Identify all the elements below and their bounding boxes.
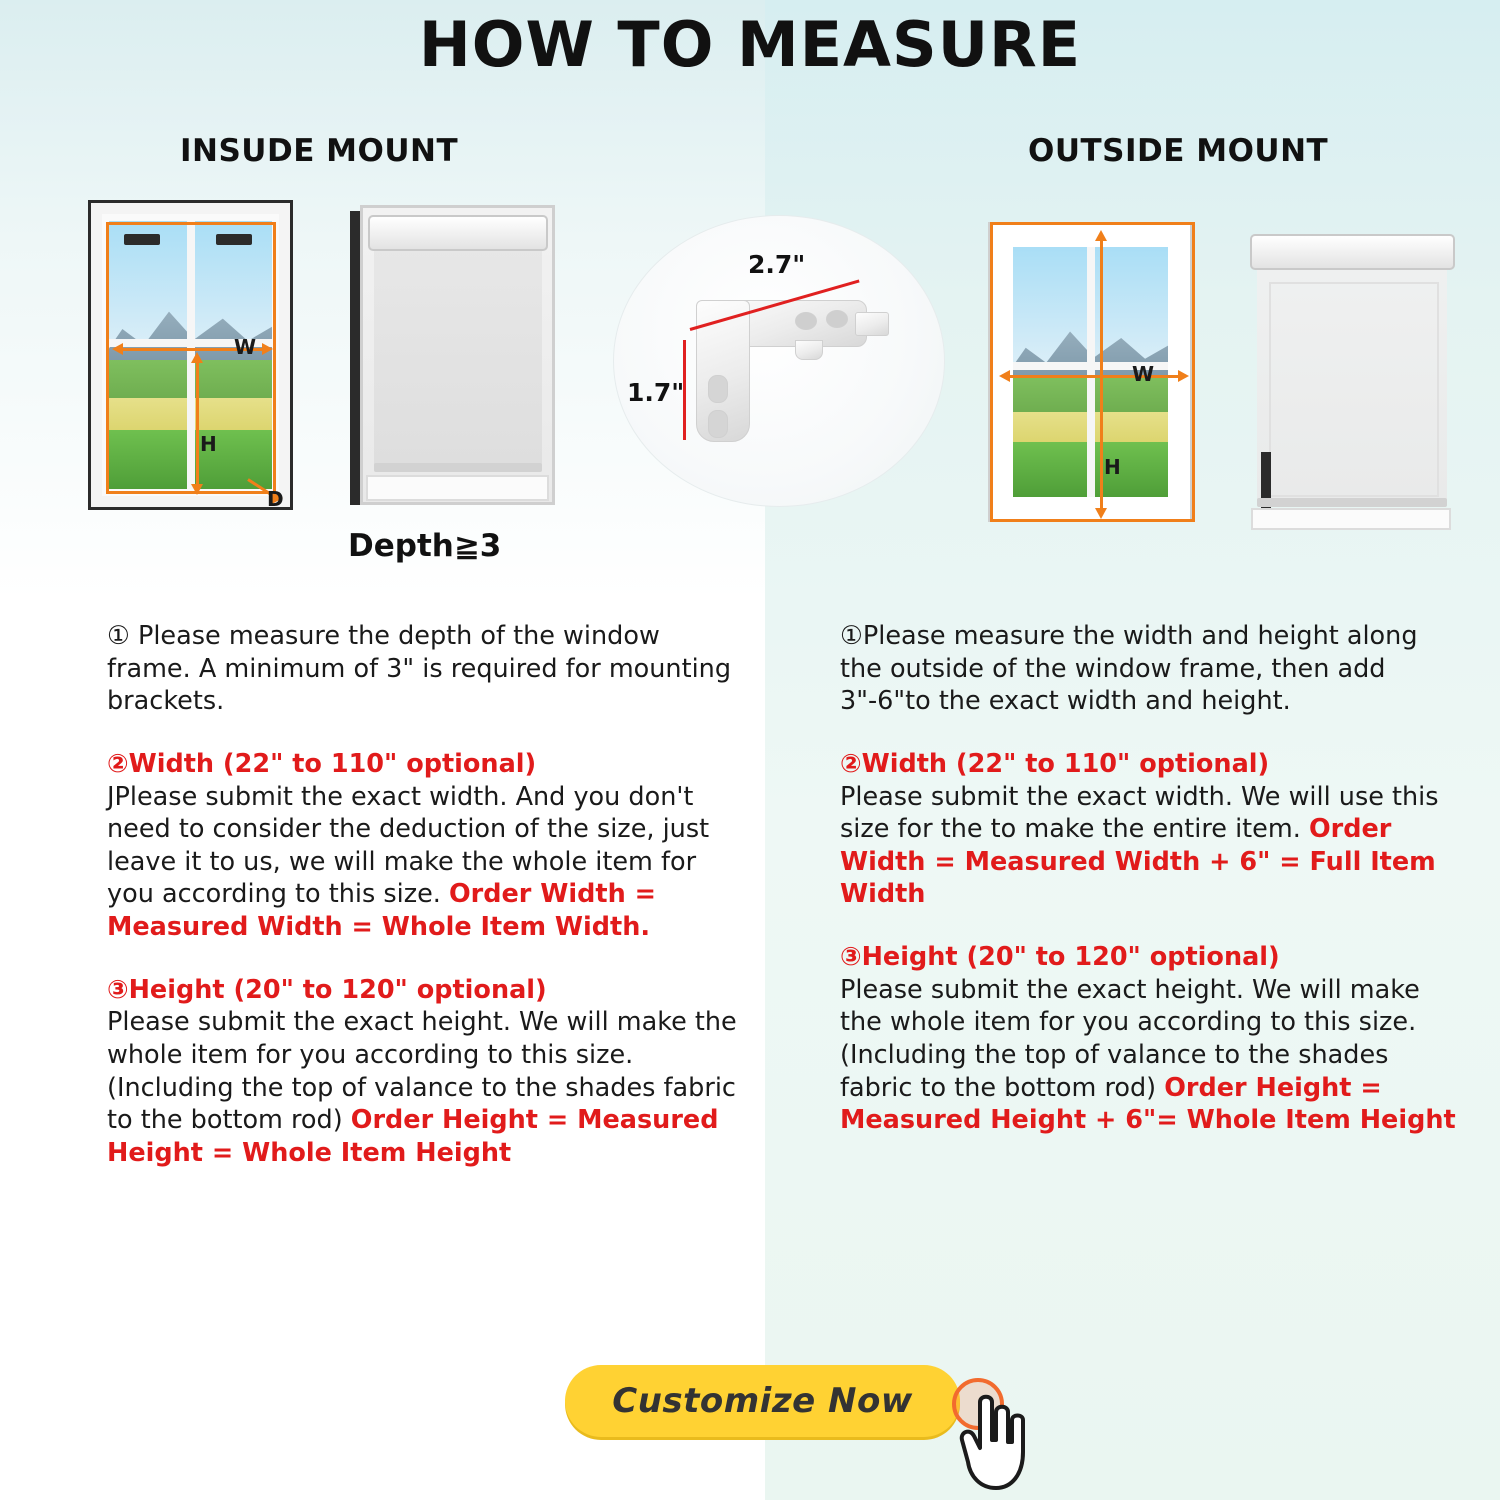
outside-height-label: H — [1104, 455, 1121, 479]
page-title: HOW TO MEASURE — [418, 8, 1082, 81]
inside-width-arrow-head-right — [262, 343, 273, 355]
outside-width-arrow-head-right — [1178, 370, 1189, 382]
outside-step3-emphasis: Order Height = Measured Height + 6"= Whole Item Height — [840, 1072, 1456, 1136]
bracket-height-label: 1.7" — [627, 378, 685, 407]
inside-step2-emphasis: Order Width = Measured Width = Whole Item Width. — [107, 879, 656, 942]
outside-step2-text: Please submit the exact width. We will use this size for the to make the entire item. — [840, 781, 1439, 845]
inside-height-arrow-head-top — [191, 352, 203, 363]
inside-height-arrow-head-bottom — [191, 484, 203, 495]
inside-step2-block — [107, 748, 737, 944]
bracket-tab — [855, 312, 889, 336]
outside-step2-block — [840, 748, 1460, 911]
inside-depth-label: D — [267, 487, 284, 511]
bracket-hole-c — [708, 375, 728, 403]
outside-step2-emphasis: Order Width = Measured Width + 6" = Full Item Width — [840, 814, 1436, 910]
outside-width-arrow-head-left — [999, 370, 1010, 382]
outside-mount-shade-illustration — [1245, 222, 1460, 522]
inside-step3-heading: ③Height (20" to 120" optional) — [107, 974, 547, 1005]
bracket-hole-d — [708, 410, 728, 438]
outside-height-arrow — [1100, 238, 1103, 510]
bracket-hook — [795, 340, 823, 360]
bracket-hole-b — [826, 310, 848, 328]
outside-width-label: W — [1132, 362, 1155, 386]
depth-requirement-label: Depth≧3 — [348, 528, 502, 564]
inside-step1-text: ① Please measure the depth of the window frame. A minimum of 3" is required for mounting brackets. — [107, 621, 732, 717]
inside-step3-text: Please submit the exact height. We will make the whole item for you according to this size. (Including the top of valance to the shades fabric to the bottom rod) — [107, 1007, 737, 1136]
inside-mount-shade-illustration — [350, 205, 555, 505]
outside-height-arrow-head-bottom — [1095, 508, 1107, 519]
outside-step3-text: Please submit the exact height. We will make the whole item for you according to this size. (Including the top of valance to the shades fabric to the bottom rod) — [840, 974, 1420, 1103]
inside-mount-heading: INSUDE MOUNT — [180, 133, 459, 169]
bracket-length-label: 2.7" — [748, 250, 806, 279]
outside-step2-heading: ②Width (22" to 110" optional) — [840, 748, 1270, 779]
outside-step3-heading: ③Height (20" to 120" optional) — [840, 942, 1280, 972]
inside-mount-text-column — [107, 620, 737, 1199]
inside-width-label: W — [234, 335, 257, 359]
inside-width-arrow-head-left — [112, 343, 123, 355]
outside-step3-block — [840, 941, 1460, 1137]
hand-cursor-icon — [950, 1390, 1040, 1495]
outside-step1-text: ①Please measure the width and height along the outside of the window frame, then add 3"-6"to the exact width and height. — [840, 621, 1418, 717]
inside-height-arrow — [196, 360, 199, 485]
bracket-hole-a — [795, 312, 817, 330]
customize-now-button[interactable] — [565, 1365, 960, 1437]
outside-mount-text-column — [840, 620, 1460, 1167]
outside-mount-measure-rect — [990, 222, 1195, 522]
inside-height-label: H — [200, 432, 217, 456]
inside-step3-emphasis: Order Height = Measured Height = Whole Item Height — [107, 1105, 719, 1168]
inside-step2-text: JPlease submit the exact width. And you don't need to consider the deduction of the size, just leave it to us, we will make the whole item for you according to this size. — [107, 781, 710, 910]
customize-now-label: Customize Now — [612, 1381, 913, 1421]
outside-height-arrow-head-top — [1095, 230, 1107, 241]
inside-step2-heading: ②Width (22" to 110" optional) — [107, 748, 537, 779]
outside-mount-heading: OUTSIDE MOUNT — [1028, 133, 1329, 169]
outside-width-arrow — [1006, 375, 1184, 378]
inside-step3-block — [107, 974, 737, 1170]
